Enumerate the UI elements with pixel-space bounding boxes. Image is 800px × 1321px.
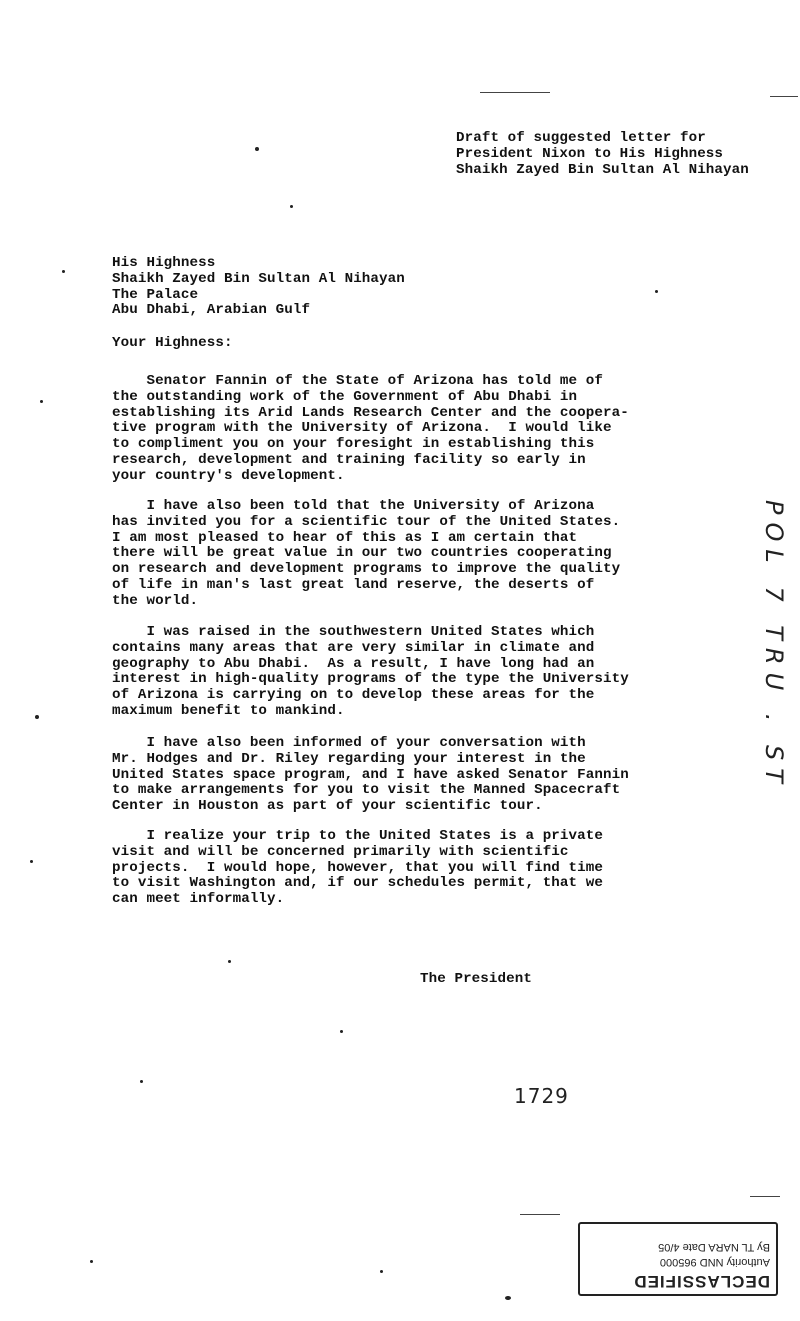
paragraph-line: research, development and training facility so early in <box>112 451 586 468</box>
scan-speck <box>140 1080 143 1083</box>
paragraph-line: can meet informally. <box>112 891 285 908</box>
scan-speck <box>30 860 33 863</box>
scan-dash <box>520 1214 560 1215</box>
paragraph-line: contains many areas that are very similar in climate and <box>112 639 595 656</box>
draft-note-line: President Nixon to His Highness <box>456 145 724 162</box>
paragraph-line: interest in high-quality programs of the type the University <box>112 671 629 688</box>
body-paragraph-3 <box>112 625 712 720</box>
paragraph-line: I have also been told that the University of Arizona <box>112 498 595 514</box>
body-paragraph-1 <box>112 374 712 485</box>
scan-speck <box>380 1270 383 1273</box>
handwritten-margin-note: POL 7 TRU . ST <box>760 500 788 791</box>
draft-note <box>456 131 749 178</box>
address-line: The Palace <box>112 286 199 303</box>
paragraph-line: of Arizona is carrying on to develop these areas for the <box>112 687 595 704</box>
scan-speck <box>255 147 259 151</box>
signature-text: The President <box>420 971 532 987</box>
scan-speck <box>290 205 293 208</box>
salutation <box>112 336 233 352</box>
paragraph-line: I realize your trip to the United States is a private <box>112 828 603 844</box>
paragraph-line: to visit Washington and, if our schedules permit, that we <box>112 875 603 892</box>
signature <box>420 972 532 988</box>
paragraph-line: Mr. Hodges and Dr. Riley regarding your interest in the <box>112 750 586 767</box>
page-number: 1729 <box>514 1084 569 1108</box>
scan-dash <box>750 1196 780 1197</box>
scan-dash <box>480 92 550 93</box>
paragraph-line: to make arrangements for you to visit the Manned Spacecraft <box>112 782 621 799</box>
paragraph-line: your country's development. <box>112 467 345 484</box>
paragraph-line: to compliment you on your foresight in establishing this <box>112 436 595 453</box>
scan-dash <box>770 96 798 97</box>
paragraph-line: maximum benefit to mankind. <box>112 702 345 719</box>
paragraph-line: I am most pleased to hear of this as I am certain that <box>112 529 578 546</box>
paragraph-line: United States space program, and I have asked Senator Fannin <box>112 766 629 783</box>
stamp-title: DECLASSIFIED <box>633 1272 770 1291</box>
paragraph-line: I was raised in the southwestern United States which <box>112 624 595 640</box>
declassified-stamp <box>578 1222 778 1296</box>
scan-speck <box>505 1296 511 1300</box>
scan-speck <box>40 400 43 403</box>
paragraph-line: establishing its Arid Lands Research Center and the coopera- <box>112 404 629 421</box>
draft-note-line: Draft of suggested letter for <box>456 130 706 146</box>
paragraph-line: has invited you for a scientific tour of the United States. <box>112 513 621 530</box>
scan-speck <box>35 715 39 719</box>
scan-speck <box>655 290 658 293</box>
salutation-text: Your Highness: <box>112 335 233 351</box>
paragraph-line: Senator Fannin of the State of Arizona has told me of <box>112 373 603 389</box>
body-paragraph-2 <box>112 499 712 610</box>
paragraph-line: projects. I would hope, however, that you will find time <box>112 859 603 876</box>
address-line: Abu Dhabi, Arabian Gulf <box>112 302 311 319</box>
paragraph-line: I have also been informed of your conversation with <box>112 735 586 751</box>
paragraph-line: the world. <box>112 592 199 609</box>
paragraph-line: tive program with the University of Arizona. I would like <box>112 420 612 437</box>
paragraph-line: of life in man's last great land reserve, the deserts of <box>112 576 595 593</box>
recipient-address <box>112 256 405 319</box>
scan-speck <box>228 960 231 963</box>
scan-speck <box>340 1030 343 1033</box>
address-line: His Highness <box>112 255 216 271</box>
paragraph-line: the outstanding work of the Government of Abu Dhabi in <box>112 388 578 405</box>
stamp-authority: Authority NND 965000 <box>659 1256 770 1268</box>
address-line: Shaikh Zayed Bin Sultan Al Nihayan <box>112 270 405 287</box>
draft-note-line: Shaikh Zayed Bin Sultan Al Nihayan <box>456 161 749 178</box>
paragraph-line: on research and development programs to improve the quality <box>112 561 621 578</box>
paragraph-line: Center in Houston as part of your scientific tour. <box>112 798 543 815</box>
body-paragraph-5 <box>112 829 712 908</box>
paragraph-line: visit and will be concerned primarily with scientific <box>112 843 569 860</box>
scan-speck <box>62 270 65 273</box>
scan-speck <box>90 1260 93 1263</box>
stamp-by: By TL NARA Date 4/05 <box>658 1241 770 1253</box>
body-paragraph-4 <box>112 736 712 815</box>
paragraph-line: there will be great value in our two countries cooperating <box>112 545 612 562</box>
paragraph-line: geography to Abu Dhabi. As a result, I have long had an <box>112 655 595 672</box>
